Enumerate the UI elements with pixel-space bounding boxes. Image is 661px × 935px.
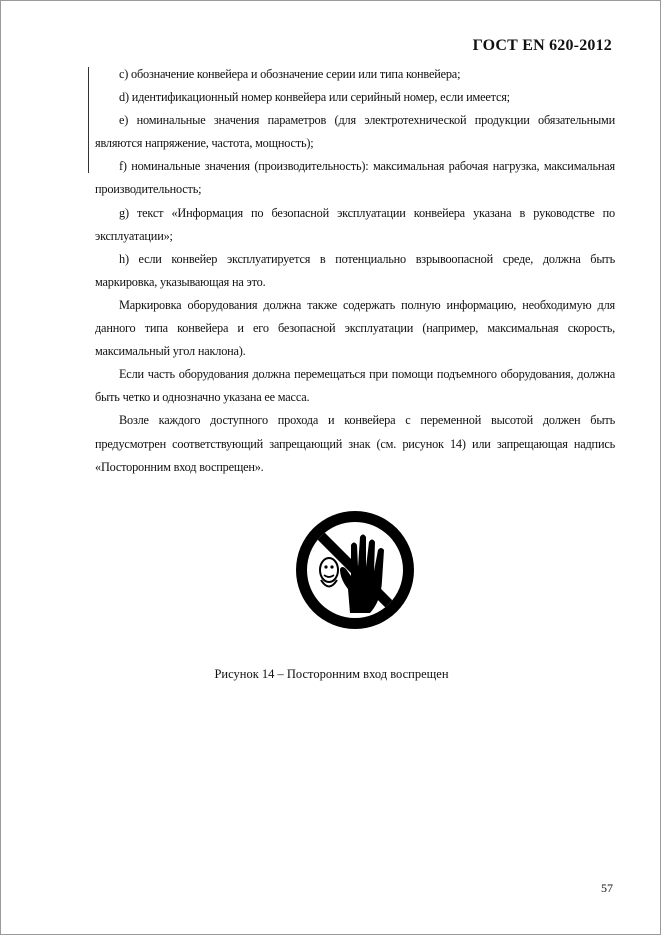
figure-caption: Рисунок 14 – Посторонним вход воспрещен <box>214 667 449 681</box>
list-item-d: d) идентификационный номер конвейера или серийный номер, если имеется; <box>119 90 510 105</box>
list-item-f: f) номинальные значения (производительность): максимальная рабочая нагрузка, максимальная производительность; <box>95 159 615 197</box>
list-item-h: h) если конвейер эксплуатируется в потенциально взрывоопасной среде, должна быть маркировка, указывающая на это. <box>95 251 615 289</box>
paragraph-prohibition-sign: Возле каждого доступного прохода и конвейера с переменной высотой должен быть предусмотрен соответствующий запрещающий знак (см. рисунок 14) или запрещающая надпись «Посторонним вход воспрещен». <box>95 413 615 474</box>
paragraph-marking-info: Маркировка оборудования должна также содержать полную информацию, необходимую для данного типа конвейера и его безопасной эксплуатации (например, максимальная скорость, максимальный угол наклона). <box>95 297 615 359</box>
paragraph-mass-marking: Если часть оборудования должна перемещаться при помощи подъемного оборудования, должна быть четко и однозначно указана ее масса. <box>95 367 615 405</box>
list-item-c: c) обозначение конвейера и обозначение серии или типа конвейера; <box>119 67 461 81</box>
list-item-e: e) номинальные значения параметров (для электротехнической продукции обязательными являются напряжение, частота, мощность); <box>95 113 615 151</box>
list-item-g: g) текст «Информация по безопасной эксплуатации конвейера указана в руководстве по эксплуатации»; <box>95 205 615 243</box>
no-entry-prohibition-sign-icon <box>296 509 414 631</box>
revision-margin-line <box>88 67 89 173</box>
document-code-header: ГОСТ EN 620-2012 <box>472 37 612 54</box>
body-text <box>95 63 615 479</box>
page-number: 57 <box>601 881 613 895</box>
